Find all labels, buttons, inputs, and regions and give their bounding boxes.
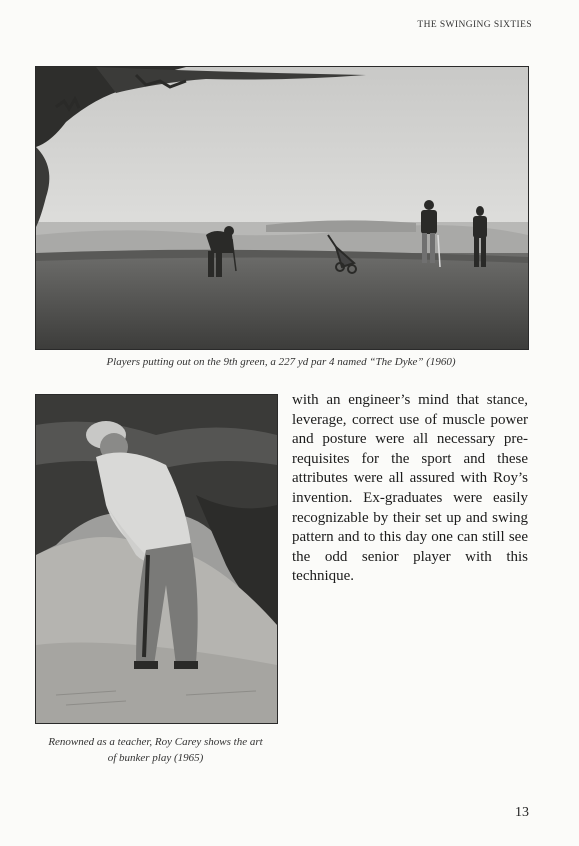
putting-green-image: [36, 67, 528, 349]
left-photo-caption: [30, 734, 281, 766]
body-paragraph: with an engineer’s mind that stance, leverage, correct use of muscle power and posture were all necessary pre-requisites for the sport and these attributes were all assured with Roy’s invention. Ex-graduates were easily recognizable by their set up and swing pattern and to this day one can still see the odd senior player with this technique.: [292, 392, 528, 585]
bunker-play-image: [36, 395, 277, 723]
page-number: 13: [515, 805, 529, 820]
putting-green-photo: [35, 66, 529, 350]
bunker-play-photo: [35, 394, 278, 724]
left-caption-line-2: of bunker play (1965): [107, 752, 204, 764]
left-caption-line-1: Renowned as a teacher, Roy Carey shows the art: [48, 736, 263, 748]
running-head: THE SWINGING SIXTIES: [417, 20, 532, 30]
top-photo-caption: Players putting out on the 9th green, a 227 yd par 4 named “The Dyke” (1960): [106, 356, 456, 368]
